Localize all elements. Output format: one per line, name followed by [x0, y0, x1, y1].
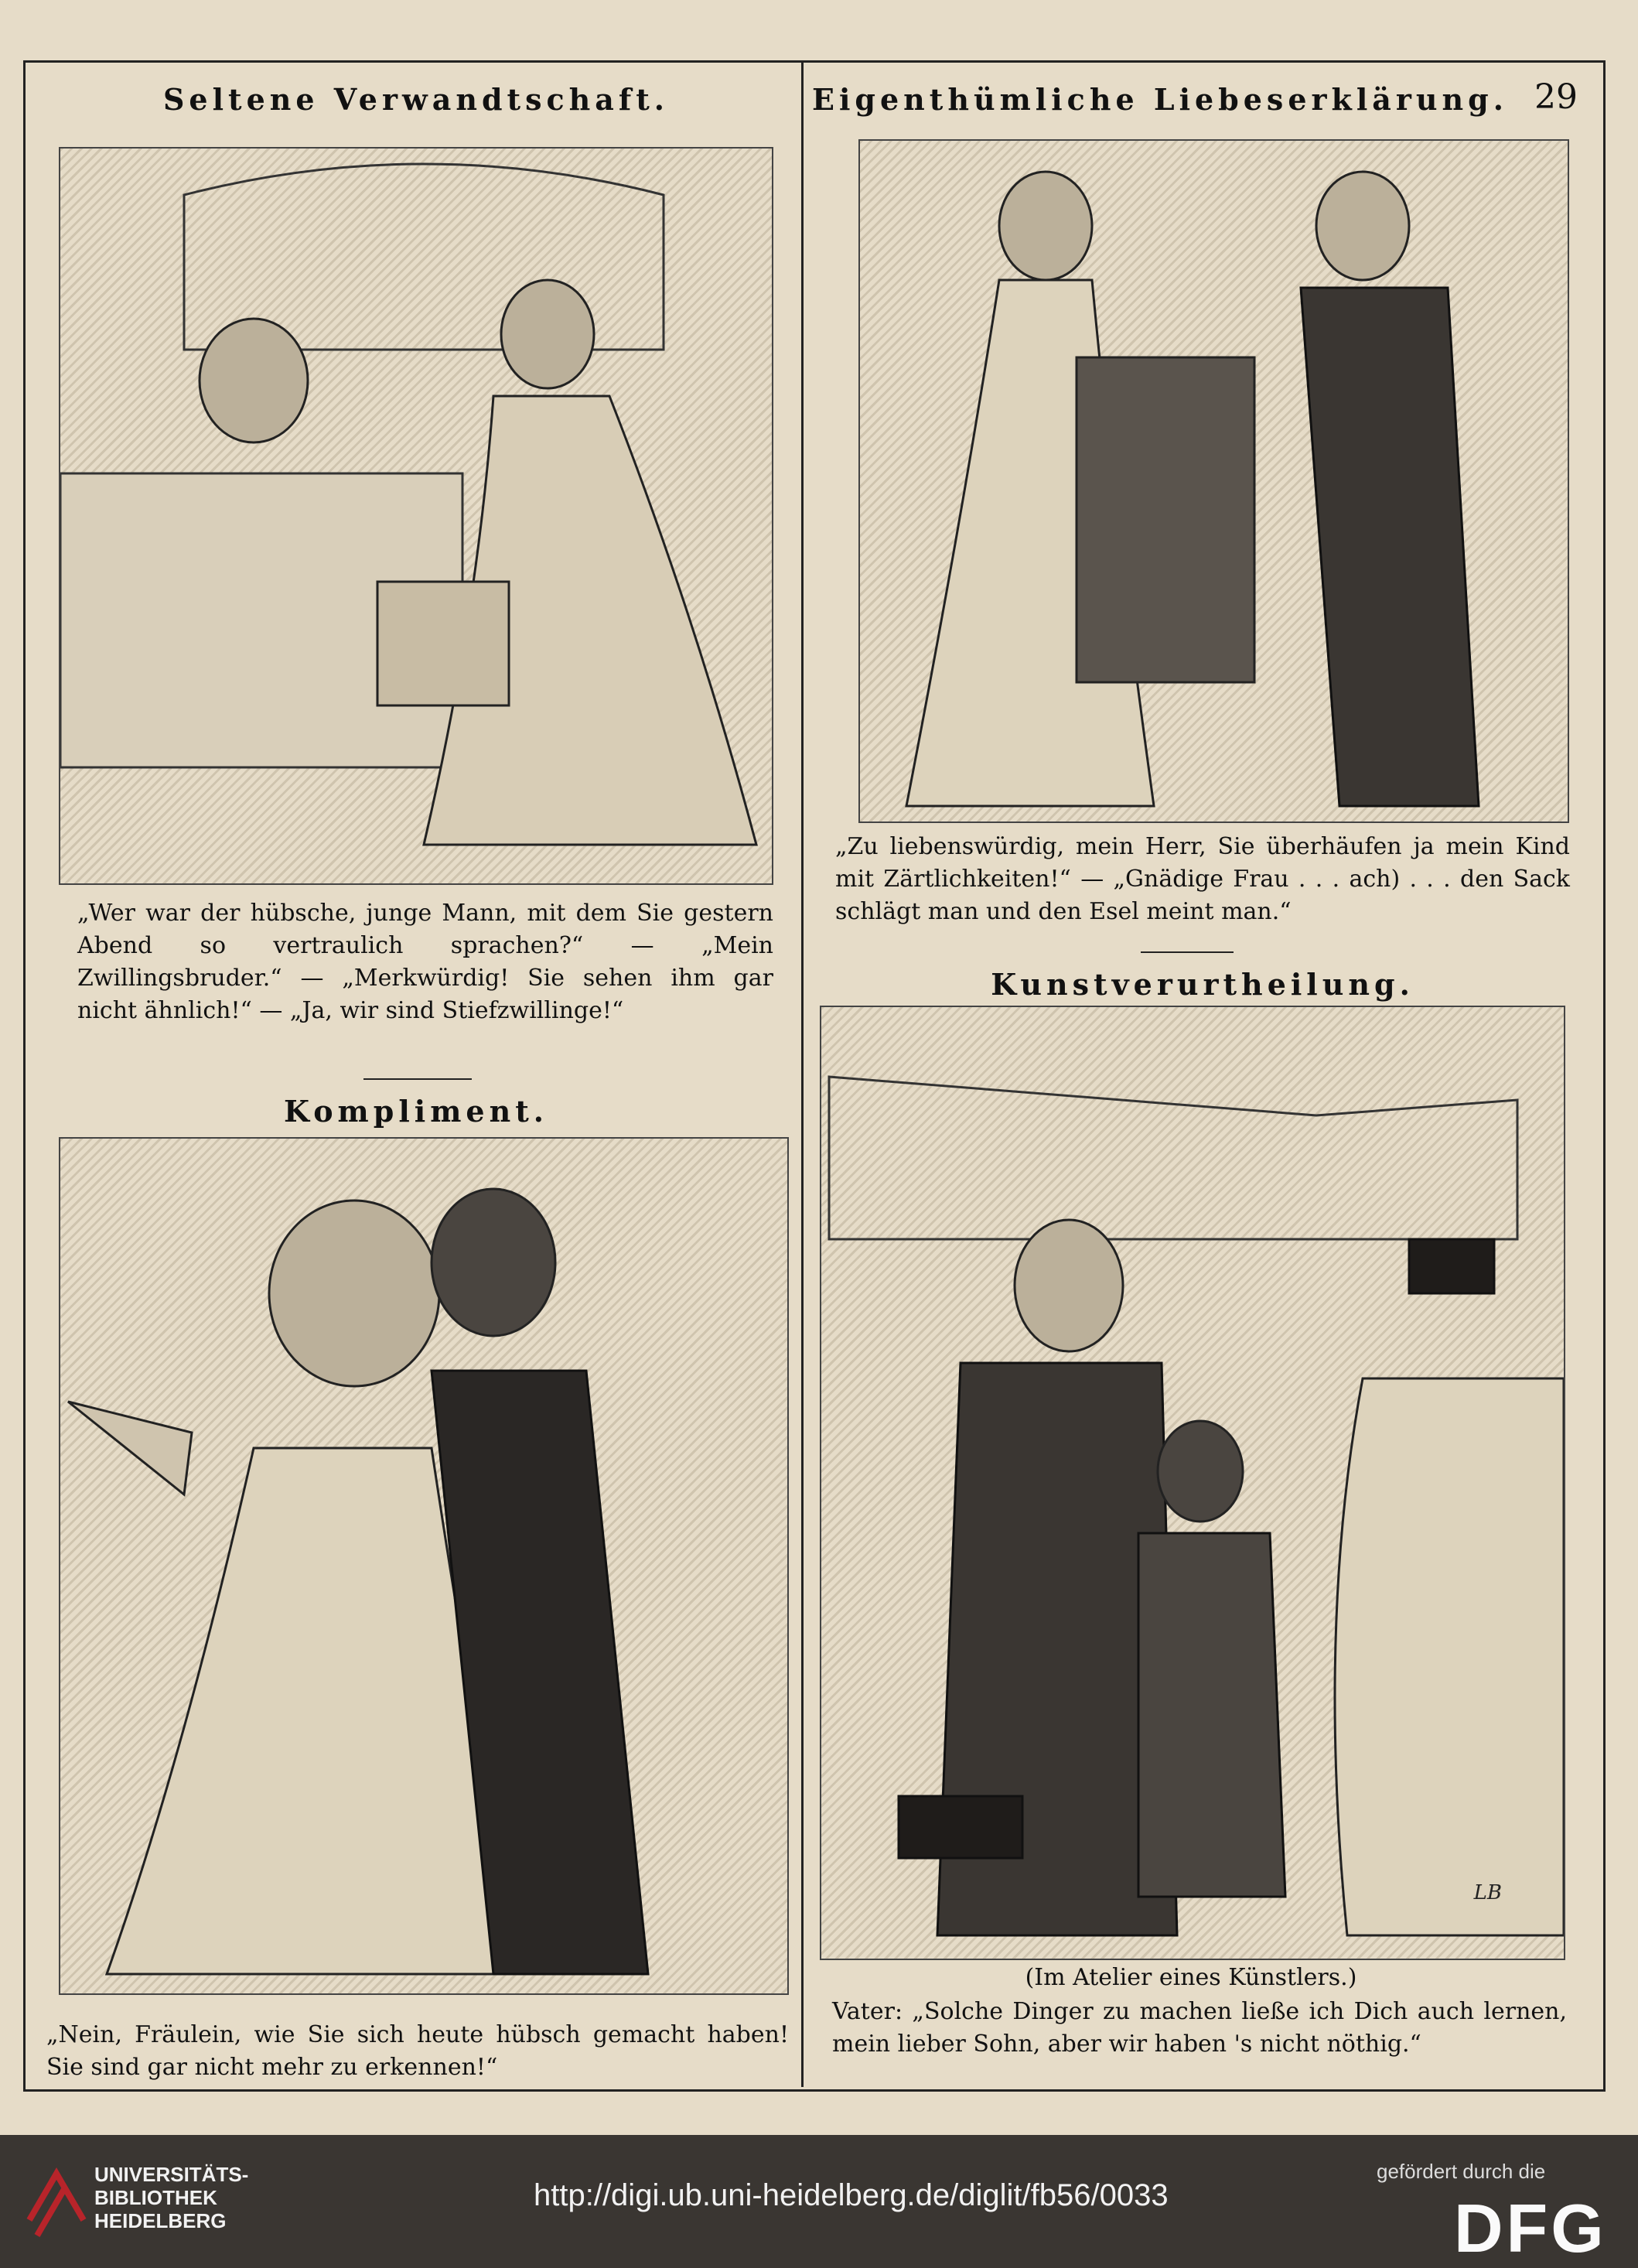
- illustration-atelier-scene: [820, 1006, 1565, 1960]
- title-eigenthuemliche-liebeserklaerung: Eigenthümliche Liebeserklärung.: [812, 82, 1508, 117]
- illustration-ballroom-scene: [59, 1137, 789, 1995]
- university-library-logo-icon[interactable]: [22, 2158, 91, 2243]
- separator-rule: [1141, 951, 1234, 953]
- library-name-line: BIBLIOTHEK: [94, 2186, 217, 2209]
- dfg-logo[interactable]: DFG: [1454, 2190, 1607, 2266]
- illustration-shop-scene: [59, 147, 773, 885]
- caption-seltene-verwandtschaft: „Wer war der hübsche, junge Mann, mit dem Sie gestern Abend so vertraulich sprachen?“ — „Mein Zwillingsbruder.“ — „Merkwürdig! Sie sehen ihm gar nicht ähnlich!“ — „Ja, wir sind Stiefzwillinge!“: [77, 900, 773, 1024]
- atelier-scene-sketch: [821, 1007, 1564, 1959]
- separator-rule: [363, 1078, 472, 1080]
- caption-kompliment: „Nein, Fräulein, wie Sie sich heute hübsch gemacht haben! Sie sind gar nicht mehr zu erkennen!“: [46, 2021, 789, 2081]
- footer-bar: [0, 2135, 1638, 2266]
- funded-by-label: gefördert durch die: [1377, 2160, 1546, 2183]
- caption-kunstverurtheilung: Vater: „Solche Dinger zu machen ließe ich Dich auch lernen, mein lieber Sohn, aber wir haben 's nicht nöthig.“: [832, 1998, 1567, 2058]
- title-kunstverurtheilung: Kunstverurtheilung.: [991, 967, 1414, 1002]
- title-kompliment: Kompliment.: [284, 1094, 548, 1129]
- title-seltene-verwandtschaft: Seltene Verwandtschaft.: [162, 82, 669, 117]
- permalink-url[interactable]: http://digi.ub.uni-heidelberg.de/diglit/fb56/0033: [534, 2178, 1169, 2212]
- shop-scene-sketch: [60, 149, 772, 883]
- library-name-line: UNIVERSITÄTS-: [94, 2163, 249, 2186]
- caption-atelier-setting: (Im Atelier eines Künstlers.): [1025, 1964, 1357, 1991]
- university-library-name[interactable]: [94, 2163, 248, 2232]
- illustration-parlor-scene: [858, 139, 1569, 823]
- parlor-scene-sketch: [860, 141, 1568, 821]
- caption-eigenthuemliche-liebeserklaerung: „Zu liebenswürdig, mein Herr, Sie überhäufen ja mein Kind mit Zärtlichkeiten!“ — „Gnädige Frau . . . ach) . . . den Sack schlägt man und den Esel meint man.“: [835, 833, 1570, 925]
- artist-signature: LB: [1473, 1881, 1502, 1904]
- ballroom-scene-sketch: [60, 1139, 787, 1993]
- page-number: 29: [1534, 77, 1578, 117]
- column-divider: [801, 60, 804, 2087]
- library-name-line: HEIDELBERG: [94, 2209, 227, 2232]
